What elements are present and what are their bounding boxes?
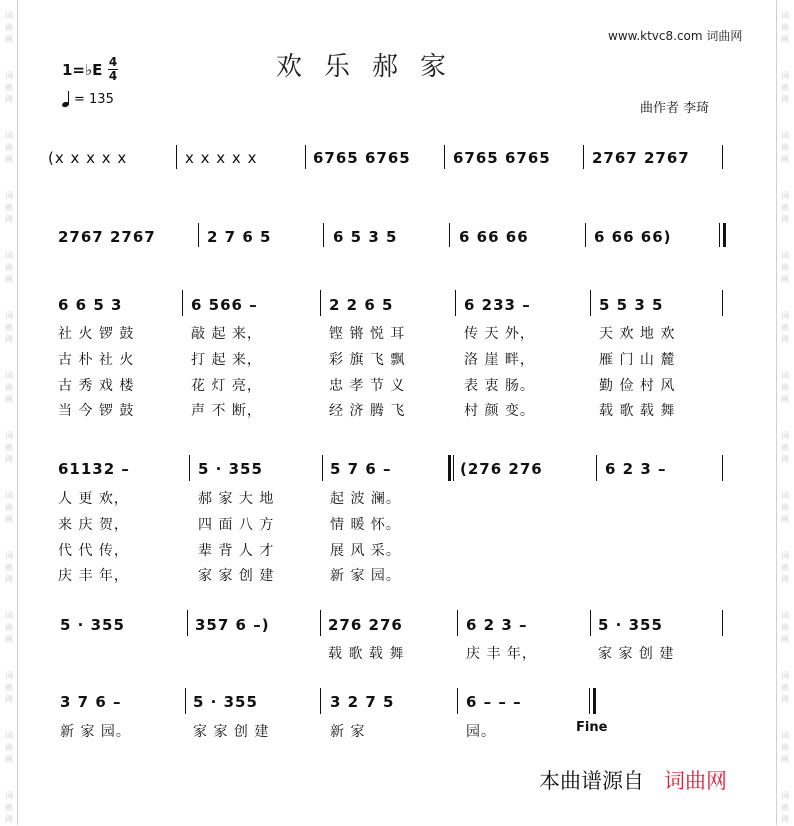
watermark: 词 曲 网: [781, 671, 789, 704]
lyric: 彩 旗 飞 飘: [329, 352, 406, 368]
watermark: 词 曲 网: [5, 191, 13, 224]
watermark: 词 曲 网: [5, 671, 13, 704]
lyric: 勤 俭 村 风: [599, 378, 676, 394]
lyric: 当 今 锣 鼓: [58, 403, 135, 419]
left-watermark-strip: [0, 0, 24, 825]
source-site-link[interactable]: 词曲网: [664, 769, 727, 793]
measure: (x x x x x: [48, 149, 128, 167]
measure: 5 · 355: [198, 460, 263, 478]
lyric: 载 歌 载 舞: [328, 646, 405, 662]
watermark: 词 曲 网: [5, 71, 13, 104]
measure: 2 7 6 5: [207, 228, 272, 246]
watermark: 词 曲 网: [781, 251, 789, 284]
lyric: 古 秀 戏 楼: [58, 378, 135, 394]
lyric: 社 火 锣 鼓: [58, 326, 135, 342]
lyric: 载 歌 载 舞: [599, 403, 676, 419]
measure: 5 7 6 –: [330, 460, 392, 478]
measure: 3 2 7 5: [330, 693, 395, 711]
lyric: 打 起 来，: [191, 352, 262, 368]
lyric: 传 天 外，: [464, 326, 535, 342]
measure: 2767 2767: [592, 149, 690, 167]
measure: 6 66 66): [594, 228, 672, 246]
lyric: 经 济 腾 飞: [329, 403, 406, 419]
lyric: 家 家 创 建: [598, 646, 675, 662]
watermark: 词 曲 网: [5, 11, 13, 44]
measure: 6 66 66: [459, 228, 529, 246]
watermark: 词 曲 网: [5, 791, 13, 824]
time-signature: [107, 56, 119, 83]
lyric: 忠 孝 节 义: [329, 378, 406, 394]
lyric: 天 欢 地 欢: [599, 326, 676, 342]
lyric: 庆 丰 年，: [466, 646, 537, 662]
lyric: 代 代 传，: [58, 543, 129, 559]
time-signature-top: 4: [108, 55, 118, 69]
tempo-marking: [62, 92, 114, 107]
measure: 6 233 –: [464, 296, 531, 314]
watermark: 词 曲 网: [781, 431, 789, 464]
watermark: 词 曲 网: [5, 431, 13, 464]
lyric: 古 朴 社 火: [58, 352, 135, 368]
watermark: 词 曲 网: [5, 491, 13, 524]
watermark: 词 曲 网: [5, 731, 13, 764]
lyric: 新 家 园。: [60, 724, 131, 740]
time-signature-bottom: 4: [108, 69, 118, 83]
watermark: 词 曲 网: [781, 791, 789, 824]
tempo-value: = 135: [74, 92, 114, 107]
measure: 2 2 6 5: [329, 296, 394, 314]
measure: 5 · 355: [598, 616, 663, 634]
fine-marking: Fine: [576, 720, 608, 735]
measure: 6 2 3 –: [605, 460, 667, 478]
lyric: 村 颜 变。: [464, 403, 535, 419]
watermark: 词 曲 网: [781, 71, 789, 104]
lyric: 新 家 园。: [330, 568, 401, 584]
watermark: 词 曲 网: [5, 371, 13, 404]
measure: (276 276: [460, 460, 543, 478]
site-url: www.ktvc8.com 词曲网: [608, 29, 743, 43]
lyric: 四 面 八 方: [198, 517, 275, 533]
lyric: 洛 崖 畔，: [464, 352, 535, 368]
lyric: 起 波 澜。: [330, 491, 401, 507]
measure: 6 – – –: [466, 693, 522, 711]
lyric: 敲 起 来，: [191, 326, 262, 342]
composer-credit: 曲作者 李琦: [640, 101, 710, 116]
measure: 6 566 –: [191, 296, 258, 314]
lyric: 铿 锵 悦 耳: [329, 326, 406, 342]
watermark: 词 曲 网: [781, 551, 789, 584]
watermark: 词 曲 网: [781, 371, 789, 404]
lyric: 展 风 采。: [330, 543, 401, 559]
watermark: 词 曲 网: [5, 551, 13, 584]
lyric: 来 庆 贺，: [58, 517, 129, 533]
measure: 5 5 3 5: [599, 296, 664, 314]
lyric: 辈 背 人 才: [198, 543, 275, 559]
watermark: 词 曲 网: [781, 311, 789, 344]
page-title: 欢乐郝家: [276, 52, 469, 82]
measure: 61132 –: [58, 460, 130, 478]
lyric: 表 衷 肠。: [464, 378, 535, 394]
measure: x x x x x: [185, 149, 258, 167]
lyric: 人 更 欢，: [58, 491, 129, 507]
lyric: 声 不 断，: [191, 403, 262, 419]
lyric: 花 灯 亮，: [191, 378, 262, 394]
lyric: 园。: [466, 724, 496, 740]
watermark: 词 曲 网: [781, 611, 789, 644]
lyric: 雁 门 山 麓: [599, 352, 676, 368]
right-watermark-strip: [770, 0, 794, 825]
measure: 6 6 5 3: [58, 296, 123, 314]
measure: 6765 6765: [453, 149, 551, 167]
measure: 5 · 355: [193, 693, 258, 711]
measure: 2767 2767: [58, 228, 156, 246]
lyric: 情 暖 怀。: [330, 517, 401, 533]
lyric: 新 家: [330, 724, 366, 740]
key-signature: 1=♭E: [62, 61, 103, 79]
measure: 6 2 3 –: [466, 616, 528, 634]
source-label: 本曲谱源自: [539, 769, 644, 793]
watermark: 词 曲 网: [781, 11, 789, 44]
measure: 6765 6765: [313, 149, 411, 167]
measure: 3 7 6 –: [60, 693, 122, 711]
watermark: 词 曲 网: [781, 191, 789, 224]
watermark: 词 曲 网: [5, 611, 13, 644]
lyric: 家 家 创 建: [198, 568, 275, 584]
lyric: 庆 丰 年，: [58, 568, 129, 584]
lyric: 家 家 创 建: [193, 724, 270, 740]
measure: 6 5 3 5: [333, 228, 398, 246]
measure: 5 · 355: [60, 616, 125, 634]
measure: 357 6 –): [195, 616, 270, 634]
watermark: 词 曲 网: [781, 491, 789, 524]
source-credit: [539, 765, 727, 795]
measure: 276 276: [328, 616, 403, 634]
watermark: 词 曲 网: [5, 311, 13, 344]
lyric: 郝 家 大 地: [198, 491, 275, 507]
watermark: 词 曲 网: [5, 251, 13, 284]
quarter-note-icon: [62, 93, 74, 107]
watermark: 词 曲 网: [5, 131, 13, 164]
watermark: 词 曲 网: [781, 731, 789, 764]
watermark: 词 曲 网: [781, 131, 789, 164]
